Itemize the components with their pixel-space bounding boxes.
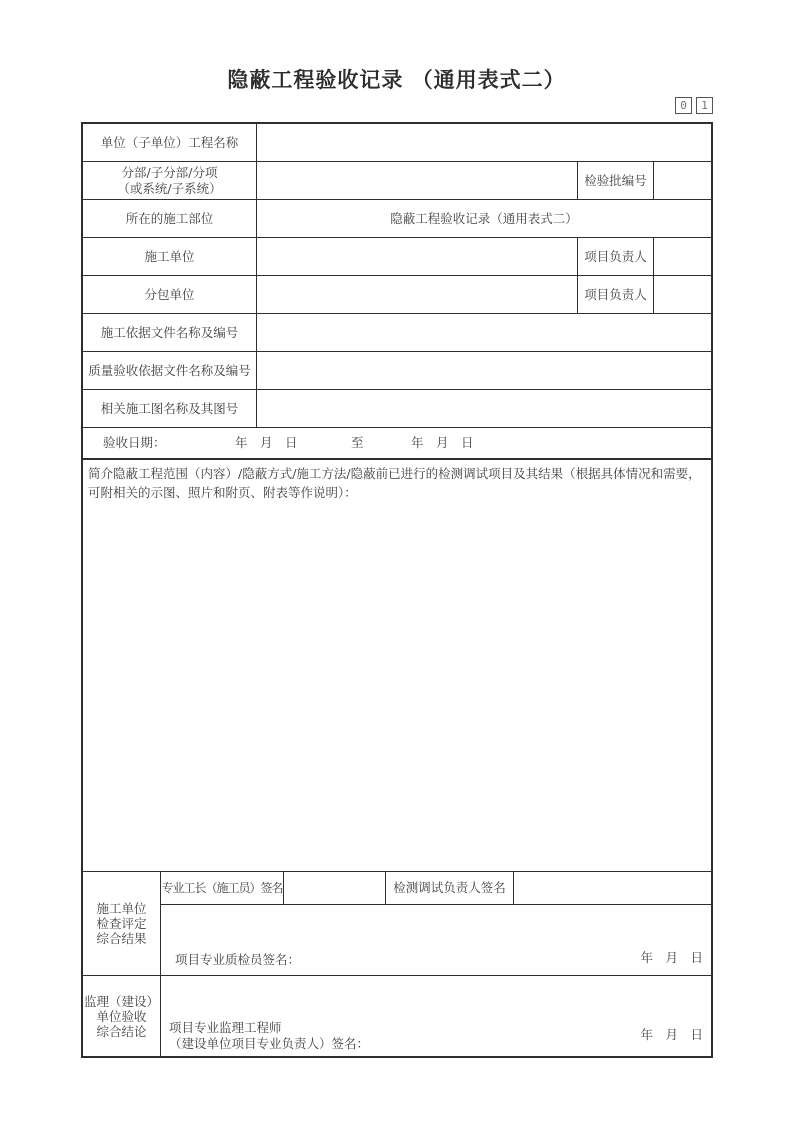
construction-check-label-line1: 施工单位: [96, 901, 147, 916]
construction-check-label: [83, 872, 161, 975]
acceptance-date-to-word: 至: [351, 435, 364, 450]
construction-check-label-lines: [96, 901, 146, 946]
engineer-sign-label-line2: （建设单位项目专业负责人）签名：: [169, 1036, 370, 1051]
subcontractor-label: 分包单位: [83, 276, 257, 313]
subcontractor-value: [257, 276, 578, 313]
supervision-label-line2: 单位验收: [96, 1008, 147, 1024]
row-drawings: [83, 390, 711, 428]
construction-unit-leader-label: 项目负责人: [578, 238, 654, 275]
construction-check-body: [161, 872, 711, 975]
unit-project-name-label: 单位（子单位）工程名称: [83, 124, 257, 161]
description-area: [83, 460, 711, 872]
acceptance-date-to: 年 月 日: [411, 435, 474, 450]
division-label-line2: （或系统/子系统）: [117, 180, 222, 196]
location-value: 隐蔽工程验收记录（通用表式二）: [390, 210, 578, 226]
section-construction-check: [83, 872, 711, 976]
quality-basis-label: 质量验收依据文件名称及编号: [83, 352, 257, 389]
drawings-value: [257, 390, 711, 427]
construction-basis-label: 施工依据文件名称及编号: [83, 314, 257, 351]
row-unit-project-name: [83, 124, 711, 162]
tester-sign-label: 检测调试负责人签名: [386, 872, 514, 904]
supervision-label: [83, 976, 161, 1056]
batch-number-value: [654, 162, 711, 199]
supervision-date: 年 月 日: [640, 1027, 703, 1042]
engineer-sign-label-line1: 项目专业监理工程师: [169, 1020, 282, 1035]
subcontractor-leader-value: [654, 276, 711, 313]
engineer-sign-label: [169, 1020, 369, 1052]
row-division: [83, 162, 711, 200]
drawings-label: 相关施工图名称及其图号: [83, 390, 257, 427]
form-table: [81, 122, 713, 1058]
tester-sign-value: [514, 872, 711, 904]
row-construction-basis: [83, 314, 711, 352]
batch-number-label: 检验批编号: [578, 162, 654, 199]
foreman-sign-value: [284, 872, 386, 904]
unit-project-name-value: [257, 124, 711, 161]
form-title: 隐蔽工程验收记录 （通用表式二）: [227, 67, 566, 92]
subcontractor-leader-label: 项目负责人: [578, 276, 654, 313]
division-label-lines: [117, 165, 221, 197]
row-subcontractor: [83, 276, 711, 314]
code-box-second: 1: [696, 97, 713, 114]
supervision-label-line3: 综合结论: [96, 1023, 147, 1039]
row-acceptance-date: [83, 428, 711, 460]
construction-unit-label: 施工单位: [83, 238, 257, 275]
construction-check-label-line3: 综合结果: [96, 931, 147, 946]
inspector-sign-area: [161, 905, 711, 975]
description-text: 简介隐蔽工程范围（内容）/隐蔽方式/施工方法/隐蔽前已进行的检测调试项目及其结果（根据具体情况和需要，可附相关的示图、照片和附页、附表等作说明）：: [88, 466, 701, 500]
code-boxes: [675, 97, 713, 114]
supervision-label-line1: 监理（建设）: [83, 993, 159, 1009]
construction-basis-value: [257, 314, 711, 351]
division-value: [257, 162, 578, 199]
section-supervision: [83, 976, 711, 1056]
acceptance-date-from: 年 月 日: [235, 435, 298, 450]
division-label: [83, 162, 257, 199]
row-quality-basis: [83, 352, 711, 390]
code-box-first: 0: [675, 97, 692, 114]
construction-check-label-line2: 检查评定: [96, 916, 147, 931]
quality-basis-value: [257, 352, 711, 389]
supervision-label-lines: [84, 994, 159, 1039]
division-label-line1: 分部/子分部/分项: [121, 164, 218, 180]
acceptance-date-label: 验收日期：: [103, 435, 166, 450]
row-location: [83, 200, 711, 238]
construction-check-sign-row: [161, 872, 711, 905]
row-construction-unit: [83, 238, 711, 276]
construction-check-date: 年 月 日: [640, 950, 703, 965]
location-label: 所在的施工部位: [83, 200, 257, 237]
engineer-sign-area: [161, 976, 711, 1056]
construction-unit-value: [257, 238, 578, 275]
foreman-sign-label: 专业工长（施工员）签名: [161, 872, 284, 904]
construction-unit-leader-value: [654, 238, 711, 275]
inspector-sign-label: 项目专业质检员签名：: [175, 952, 301, 967]
